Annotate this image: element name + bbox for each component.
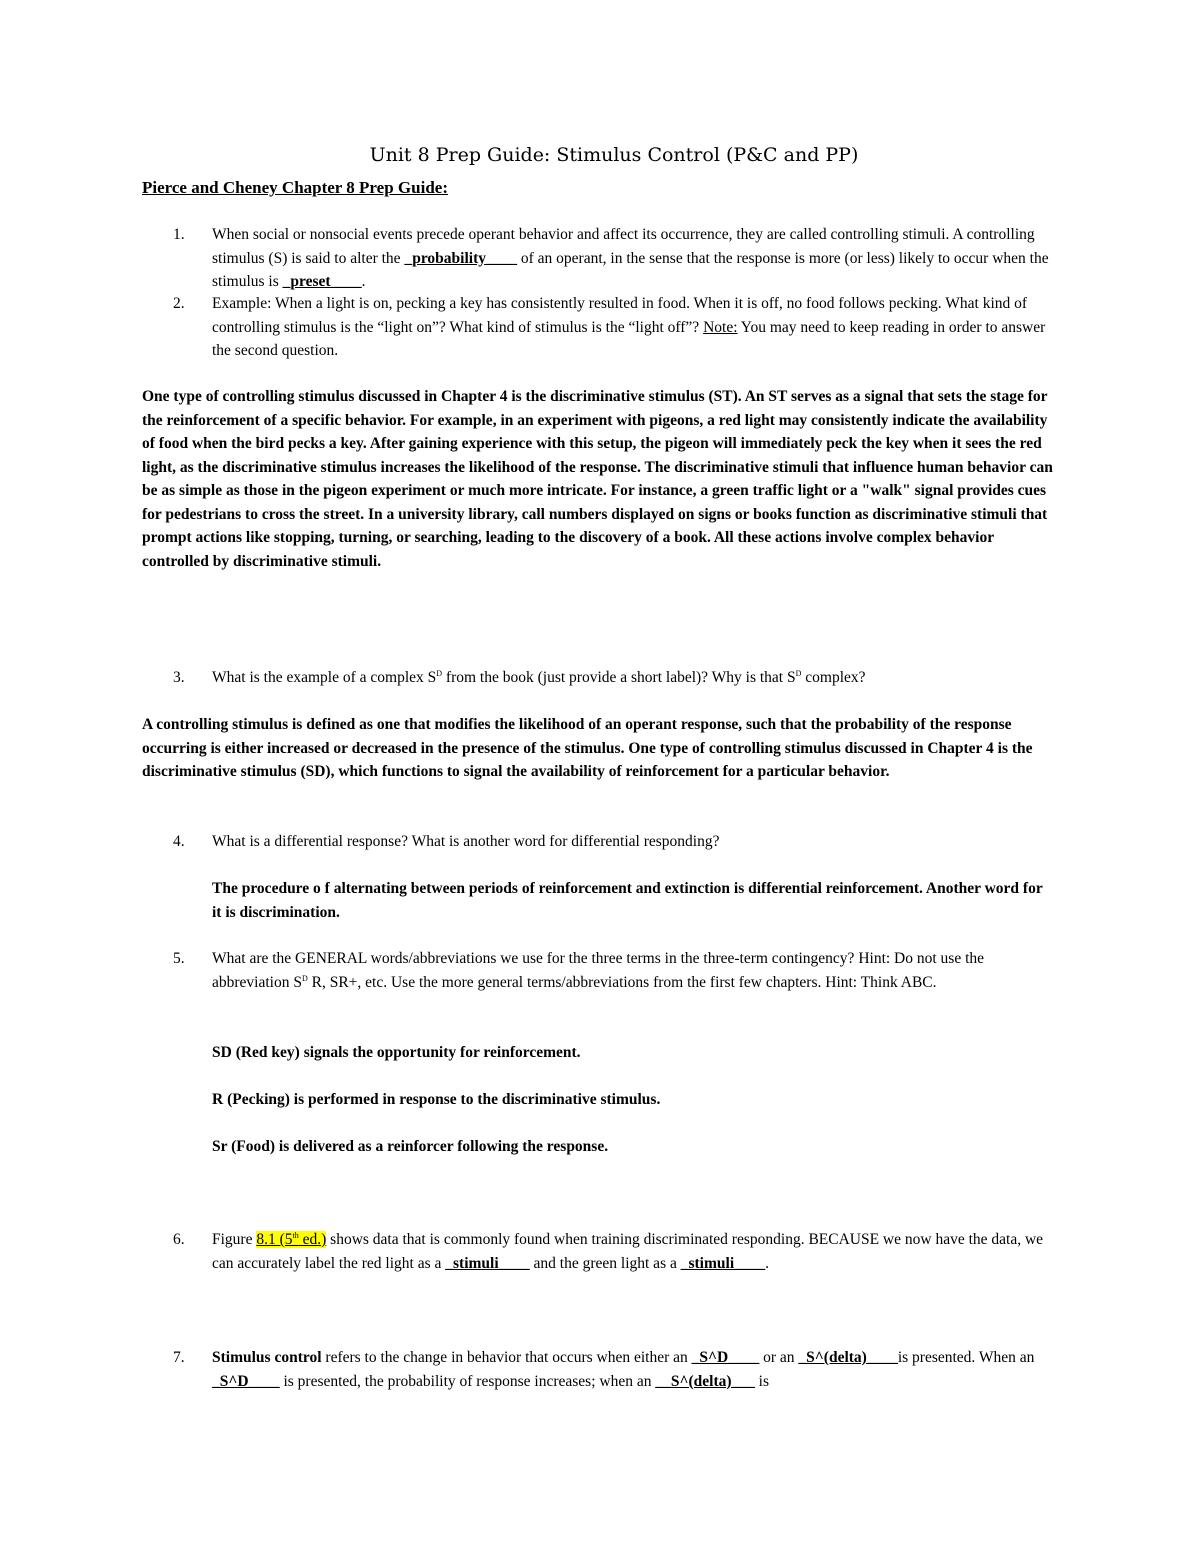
question-text: What are the GENERAL words/abbreviations we use for the three terms in the three-term contingency? Hint: Do not use the abbreviation $S^D$ R, SR+, etc. Use the more general terms/abbreviations from the first few chapters. Hint: Think ABC. bbox=[212, 950, 985, 991]
question-1 bbox=[173, 223, 1073, 294]
answer-blank: _stimuli____ bbox=[680, 1254, 766, 1272]
note-label: Note: bbox=[703, 318, 738, 336]
key-term: Stimulus control bbox=[212, 1349, 322, 1366]
question-number: 4. bbox=[173, 833, 185, 850]
answer-blank: _preset____ bbox=[282, 273, 362, 290]
answer-blank: _S^(delta)____ bbox=[798, 1349, 898, 1366]
answer-paragraph-3: A controlling stimulus is defined as one that modifies the likelihood of an operant response, such that the probability of the response occurring is either increased or decreased in the presence of the stimulus. One type of controlling stimulus discussed in Chapter 4 is the discriminative stimulus (SD), which functions to signal the availability of reinforcement for a particular behavior. bbox=[142, 716, 1033, 780]
answer-blank: _stimuli____ bbox=[445, 1254, 530, 1272]
answer-blank: _S^D____ bbox=[212, 1372, 280, 1390]
answer-line-r: R (Pecking) is performed in response to the discriminative stimulus. bbox=[212, 1091, 661, 1108]
question-7 bbox=[173, 1346, 1073, 1393]
answer-blank: __S^(delta)___ bbox=[655, 1372, 755, 1390]
answer-paragraph-1: One type of controlling stimulus discussed in Chapter 4 is the discriminative stimulus (ST). An ST serves as a signal that sets the stage for the reinforcement of a specific behavior. For example, in an experiment with pigeons, a red light may consistently indicate the availability of food when the bird pecks a key. After gaining experience with this setup, the pigeon will immediately peck the key when it sees the red light, as the discriminative stimulus increases the likelihood of the response. The discriminative stimuli that influence human behavior can be as simple as those in the pigeon experiment or much more intricate. For instance, a green traffic light or a "walk" signal provides cues for pedestrians to cross the street. In a university library, call numbers displayed on signs or books function as discriminative stimuli that prompt actions like stopping, turning, or searching, leading to the discovery of a book. All these actions involve complex behavior controlled by discriminative stimuli. bbox=[142, 388, 1053, 570]
question-text: Example: When a light is on, pecking a key has consistently resulted in food. When it is off, no food follows pecking. What kind of controlling stimulus is the “light on”? What kind of stimulus is the “light off”? Note: You may need to keep reading in order to answer the second question. bbox=[212, 295, 1046, 359]
question-text: Figure 8.1 (5th ed.) shows data that is commonly found when training discriminated responding. BECAUSE we now have the data, we can accurately label the red light as a _stimuli____ and the green light as a _stimuli____. bbox=[212, 1230, 1044, 1272]
page-title: Unit 8 Prep Guide: Stimulus Control (P&C and PP) bbox=[369, 144, 859, 166]
question-text: When social or nonsocial events precede operant behavior and affect its occurrence, they are called controlling stimuli. A controlling stimulus (S) is said to alter the _probability____ of an operant, in the sense that the response is more (or less) likely to occur when the stimulus is _preset____. bbox=[212, 226, 1049, 290]
answer-blank: _S^D____ bbox=[691, 1349, 760, 1366]
question-number: 7. bbox=[173, 1349, 185, 1366]
section-subtitle: Pierce and Cheney Chapter 8 Prep Guide: bbox=[142, 178, 448, 197]
question-text: Stimulus control refers to the change in behavior that occurs when either an _S^D____ or an _S^(delta)____is presented. When an _S^D____ is presented, the probability of response increases; when an __S^(delta)___ is bbox=[212, 1349, 1035, 1390]
question-2 bbox=[173, 292, 1073, 363]
question-number: 6. bbox=[173, 1231, 185, 1248]
question-number: 3. bbox=[173, 669, 185, 686]
question-text: What is a differential response? What is another word for differential responding? bbox=[212, 833, 720, 850]
question-number: 5. bbox=[173, 950, 185, 967]
question-4 bbox=[173, 830, 1073, 854]
question-number: 2. bbox=[173, 295, 185, 312]
figure-link[interactable]: 8.1 (5th ed.) bbox=[256, 1230, 327, 1248]
question-3 bbox=[173, 666, 1073, 690]
answer-blank: _probability____ bbox=[404, 249, 517, 267]
answer-paragraph-4: The procedure o f alternating between periods of reinforcement and extinction is differential reinforcement. Another word for it is discrimination. bbox=[212, 880, 1043, 921]
answer-line-sd: SD (Red key) signals the opportunity for reinforcement. bbox=[212, 1044, 581, 1061]
question-5 bbox=[173, 947, 1073, 994]
question-text: What is the example of a complex $S^D$ from the book (just provide a short label)? Why is that $S^D$ complex? bbox=[212, 668, 866, 686]
question-number: 1. bbox=[173, 226, 185, 243]
question-6 bbox=[173, 1228, 1073, 1275]
answer-line-sr: Sr (Food) is delivered as a reinforcer following the response. bbox=[212, 1138, 609, 1155]
